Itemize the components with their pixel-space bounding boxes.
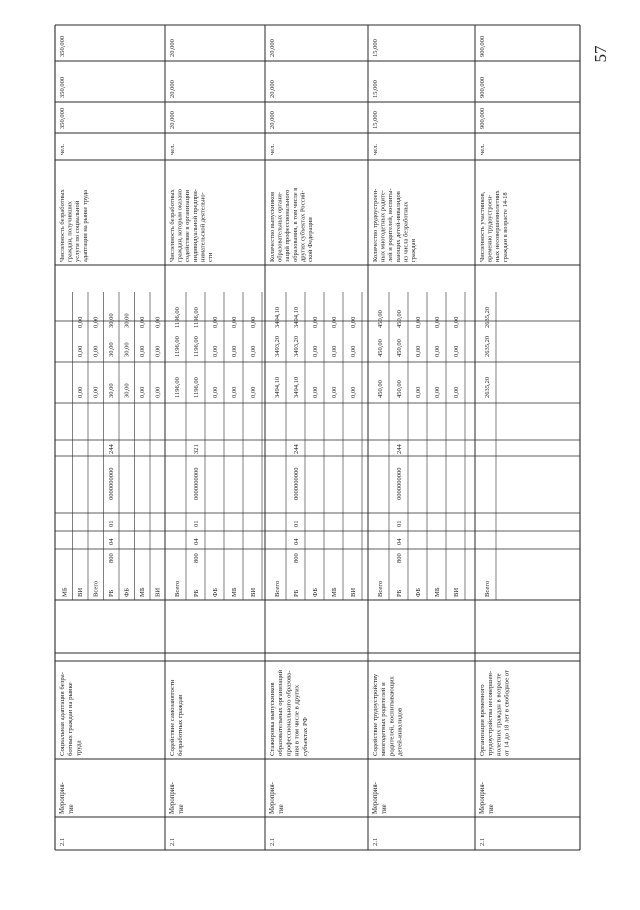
cell-value: 04 — [292, 538, 300, 545]
indicator-text: граждан в возрасте 14-18 — [501, 192, 509, 262]
measure-name: детей-инвалидов — [396, 707, 404, 756]
indicator-text: ных многодетных родите- — [379, 190, 387, 262]
indicator-text: других субъектах Россий- — [299, 190, 307, 262]
unit-label: чел. — [269, 143, 276, 155]
indicator-text: граждан, получивших — [66, 201, 74, 262]
measure-name: родителей, воспитывающих — [388, 676, 396, 756]
cell-value: 01 — [108, 520, 116, 527]
section-type: тие — [381, 804, 388, 814]
cell-value: 800 — [395, 553, 403, 563]
cell-value: 0,00 — [230, 316, 238, 328]
cell-value: 0,00 — [433, 386, 441, 398]
measure-name: образовательных организаций — [277, 669, 285, 756]
funding-source: Всего — [92, 580, 100, 597]
section-type: Мероприя- — [169, 782, 176, 814]
indicator-text: содействие в организации — [184, 190, 192, 262]
cell-value: 800 — [292, 553, 300, 563]
section-type: Мероприя- — [59, 782, 66, 814]
target-value: 350,000 — [59, 107, 66, 129]
cell-value: 01 — [292, 520, 300, 527]
funding-source: Всего — [483, 580, 491, 597]
indicator-text: образовательных органи- — [276, 192, 284, 262]
measure-name: ния в том числе в других — [293, 684, 301, 756]
measure-name: субъектах РФ — [301, 717, 309, 756]
cell-value: 0000000000 — [108, 467, 116, 500]
target-value: 20,000 — [269, 39, 276, 57]
funding-source: ФБ — [211, 588, 219, 597]
cell-value: 0,00 — [433, 345, 441, 357]
cell-value: 244 — [108, 444, 116, 454]
section-number: 2.1 — [372, 837, 379, 846]
indicator-text: ных несовершеннолетних — [494, 190, 502, 262]
cell-value: 2635,20 — [483, 335, 491, 357]
target-value: 350,000 — [59, 76, 66, 98]
cell-value: 30,00 — [123, 342, 131, 357]
indicator-text: из числа безработных — [402, 201, 410, 262]
section-type: тие — [178, 804, 185, 814]
cell-value: 1196,00 — [173, 307, 181, 328]
cell-value: 0,00 — [249, 316, 257, 328]
funding-source: МБ — [433, 587, 441, 597]
cell-value: 0,00 — [349, 386, 357, 398]
indicator-text: образования, в том числе в — [291, 187, 299, 262]
unit-label: чел. — [479, 143, 486, 155]
cell-value: 1196,00 — [192, 336, 200, 357]
section-type: тие — [68, 804, 75, 814]
cell-value: 0,00 — [349, 345, 357, 357]
indicator-text: временно трудоустроен- — [486, 194, 494, 262]
section-number: 2.1 — [59, 837, 66, 846]
cell-value: 0,00 — [77, 386, 85, 398]
cell-value: 0,00 — [139, 345, 147, 357]
funding-source: ВИ — [349, 587, 357, 597]
measure-name: Социальная адаптация безра- — [59, 672, 66, 756]
cell-value: 244 — [292, 444, 300, 454]
measure-name: многодетных родителей и — [380, 682, 388, 756]
funding-source: ФБ — [414, 588, 422, 597]
cell-value: 0,00 — [452, 386, 460, 398]
cell-value: 0,00 — [92, 345, 100, 357]
page-number: 57 — [591, 45, 610, 63]
cell-value: 450,00 — [395, 380, 403, 398]
cell-value: 0,00 — [414, 316, 422, 328]
measure-name: Организация временного — [479, 684, 486, 756]
section-number: 2.1 — [169, 837, 176, 846]
target-value: 350,000 — [59, 35, 66, 57]
cell-value: 0,00 — [311, 316, 319, 328]
cell-value: 3494,10 — [292, 376, 300, 398]
cell-value: 1196,00 — [173, 377, 181, 398]
indicator-text: вающих детей-инвалидов — [394, 191, 402, 262]
cell-value: 0,00 — [154, 345, 162, 357]
measure-name: ботных граждан на рынке — [67, 682, 75, 756]
cell-value: 30,00 — [123, 383, 131, 398]
cell-value: 0,00 — [452, 345, 460, 357]
unit-label: чел. — [169, 143, 176, 155]
section-type: Мероприя- — [269, 782, 276, 814]
cell-value: 1196,00 — [192, 307, 200, 328]
funding-source: ВИ — [77, 587, 85, 597]
cell-value: 0,00 — [230, 386, 238, 398]
cell-value: 0000000000 — [292, 467, 300, 500]
cell-value: 30,00 — [108, 383, 116, 398]
cell-value: 01 — [395, 520, 403, 527]
measure-name: труда — [75, 740, 83, 756]
cell-value: 0,00 — [77, 345, 85, 357]
target-value: 15,000 — [372, 111, 379, 129]
target-value: 900,000 — [479, 107, 486, 129]
measure-name: нолетних граждан в возрасте — [495, 673, 503, 756]
cell-value: 04 — [395, 538, 403, 545]
unit-label: чел. — [59, 143, 66, 155]
cell-value: 0000000000 — [192, 467, 200, 500]
cell-value: 450,00 — [395, 310, 403, 328]
target-value: 15,000 — [372, 39, 379, 57]
indicator-text: Количество трудоустроен- — [372, 188, 379, 262]
cell-value: 30,00 — [108, 342, 116, 357]
target-value: 20,000 — [169, 80, 176, 98]
cell-value: 04 — [192, 538, 200, 545]
section-type: Мероприя- — [479, 782, 486, 814]
funding-source: Всего — [376, 580, 384, 597]
measure-name: трудоустройства несовершен- — [487, 670, 495, 756]
indicator-text: граждан — [410, 239, 417, 262]
cell-value: 04 — [108, 538, 116, 545]
cell-value: 450,00 — [376, 310, 384, 328]
cell-value: 0,00 — [249, 345, 257, 357]
cell-value: 0,00 — [414, 345, 422, 357]
funding-source: РБ — [292, 589, 300, 597]
cell-value: 0,00 — [211, 345, 219, 357]
measure-name: Содействие самозанятости — [169, 679, 176, 756]
cell-value: 800 — [108, 553, 116, 563]
target-value: 20,000 — [269, 80, 276, 98]
indicator-text: Численность безработных — [169, 189, 176, 262]
cell-value: 244 — [395, 444, 403, 454]
funding-source: ВИ — [452, 587, 460, 597]
funding-source: МБ — [139, 587, 147, 597]
cell-value: 30,00 — [108, 313, 116, 328]
funding-source: ФБ — [123, 588, 131, 597]
cell-value: 0,00 — [139, 316, 147, 328]
cell-value: 0,00 — [92, 316, 100, 328]
indicator-text: нимательской деятельно- — [199, 192, 207, 262]
cell-value: 30,00 — [123, 313, 131, 328]
measure-name: безработных граждан — [177, 694, 185, 756]
indicator-text: Численность безработных — [59, 189, 66, 262]
indicator-text: заций профессионального — [284, 189, 292, 262]
cell-value: 321 — [192, 444, 200, 454]
cell-value: 0,00 — [349, 316, 357, 328]
funding-source: РБ — [395, 589, 403, 597]
cell-value: 0,00 — [249, 386, 257, 398]
section-type: тие — [488, 804, 495, 814]
cell-value: 0,00 — [77, 316, 85, 328]
cell-value: 01 — [192, 520, 200, 527]
cell-value: 0,00 — [154, 386, 162, 398]
cell-value: 3494,10 — [273, 376, 281, 398]
cell-value: 2635,20 — [483, 306, 491, 328]
indicator-text: Количество выпускников — [269, 191, 276, 262]
target-value: 20,000 — [269, 111, 276, 129]
indicator-text: индивидуальной предпри- — [191, 189, 199, 262]
measure-name: профессионального образова- — [285, 670, 293, 756]
cell-value: 3493,20 — [292, 335, 300, 357]
funding-source: ВИ — [154, 587, 162, 597]
cell-value: 450,00 — [376, 339, 384, 357]
cell-value: 0,00 — [92, 386, 100, 398]
cell-value: 0000000000 — [395, 467, 403, 500]
cell-value: 0,00 — [154, 316, 162, 328]
target-value: 900,000 — [479, 76, 486, 98]
target-value: 900,000 — [479, 35, 486, 57]
cell-value: 0,00 — [311, 345, 319, 357]
cell-value: 3493,20 — [273, 335, 281, 357]
cell-value: 0,00 — [311, 386, 319, 398]
cell-value: 0,00 — [330, 316, 338, 328]
funding-source: РБ — [192, 589, 200, 597]
cell-value: 0,00 — [433, 316, 441, 328]
cell-value: 3494,10 — [292, 306, 300, 328]
target-value: 15,000 — [372, 80, 379, 98]
cell-value: 0,00 — [414, 386, 422, 398]
cell-value: 0,00 — [211, 316, 219, 328]
funding-source: ФБ — [311, 588, 319, 597]
section-number: 2.1 — [269, 837, 276, 846]
cell-value: 0,00 — [330, 386, 338, 398]
target-value: 20,000 — [169, 39, 176, 57]
indicator-text: сти — [207, 252, 214, 262]
indicator-text: адаптации на рынке труда — [81, 189, 89, 262]
funding-source: ВИ — [249, 587, 257, 597]
cell-value: 450,00 — [395, 339, 403, 357]
indicator-text: Численность участников, — [479, 191, 486, 262]
indicator-text: услуги по социальной — [74, 200, 82, 262]
cell-value: 0,00 — [211, 386, 219, 398]
section-type: Мероприя- — [372, 782, 379, 814]
measure-name: от 14 до 18 лет в свободное от — [503, 670, 511, 756]
funding-source: Всего — [173, 580, 181, 597]
cell-value: 1196,00 — [173, 336, 181, 357]
cell-value: 2635,20 — [483, 376, 491, 398]
funding-source: МБ — [61, 587, 69, 597]
cell-value: 0,00 — [230, 345, 238, 357]
indicator-text: граждан, которым оказано — [176, 189, 184, 262]
unit-label: чел. — [372, 143, 379, 155]
section-type: тие — [278, 804, 285, 814]
measure-name: Стажировка выпускников — [269, 682, 276, 756]
funding-source: МБ — [330, 587, 338, 597]
indicator-text: ской Федерации — [307, 217, 314, 262]
cell-value: 0,00 — [139, 386, 147, 398]
indicator-text: лей и родителей, воспиты- — [387, 188, 395, 262]
cell-value: 800 — [192, 553, 200, 563]
cell-value: 1196,00 — [192, 377, 200, 398]
funding-source: Всего — [273, 580, 281, 597]
target-value: 20,000 — [169, 111, 176, 129]
cell-value: 0,00 — [452, 316, 460, 328]
section-number: 2.1 — [479, 837, 486, 846]
cell-value: 450,00 — [376, 380, 384, 398]
cell-value: 3494,10 — [273, 306, 281, 328]
funding-source: МБ — [230, 587, 238, 597]
funding-source: РБ — [108, 589, 116, 597]
measure-name: Содействие трудоустройству — [372, 673, 379, 756]
cell-value: 0,00 — [330, 345, 338, 357]
